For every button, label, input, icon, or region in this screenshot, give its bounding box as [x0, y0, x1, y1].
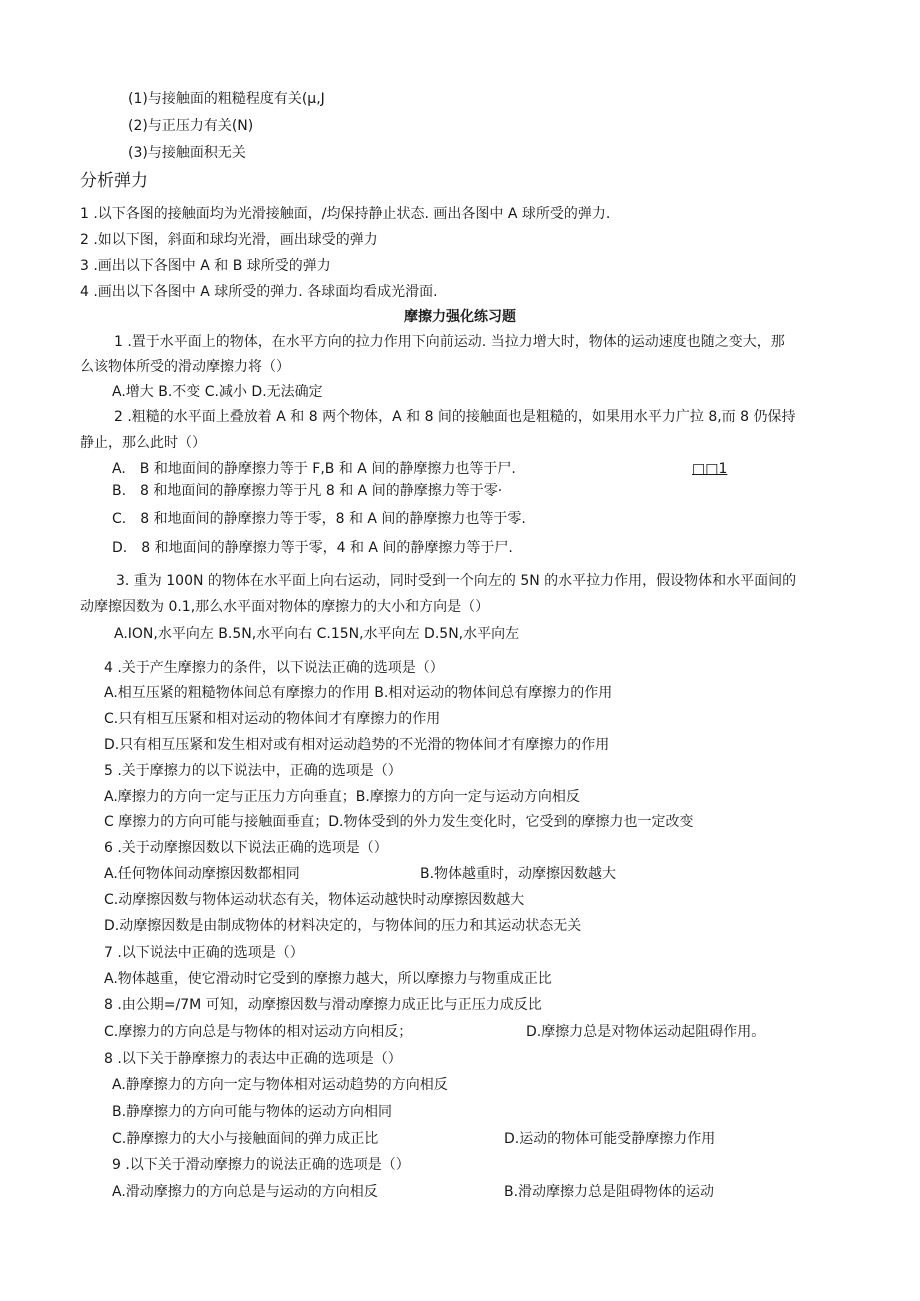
q9-stem: 9 .以下关于滑动摩擦力的说法正确的选项是（） — [112, 1157, 410, 1173]
intro-item-3: (3)与接触面积无关 — [128, 145, 246, 161]
q1-line-1: 1 .置于水平面上的物体，在水平方向的拉力作用下向前运动. 当拉力增大时，物体的运动速度也随之变大，那 — [114, 334, 785, 350]
q2-option-c: C. 8 和地面间的静摩擦力等于零，8 和 A 间的静摩擦力也等于零. — [112, 511, 526, 527]
q3-line-1: 3. 重为 100N 的物体在水平面上向右运动，同时受到一个向左的 5N 的水平拉力作用，假设物体和水平面间的 — [116, 573, 797, 589]
intro-item-2: (2)与正压力有关(N) — [128, 118, 254, 134]
q3-options: A.ION,水平向左 B.5N,水平向右 C.15N,水平向左 D.5N,水平向左 — [114, 626, 520, 642]
q4-option-c: C.只有相互压紧和相对运动的物体间才有摩擦力的作用 — [104, 711, 441, 727]
friction-title: 摩擦力强化练习题 — [404, 309, 516, 325]
q3-line-2: 动摩擦因数为 0.1,那么水平面对物体的摩擦力的大小和方向是（） — [80, 599, 490, 615]
q2-figure-mark: □□1 — [692, 461, 728, 477]
elastic-item-4: 4 .画出以下各图中 A 球所受的弹力. 各球面均看成光滑面. — [80, 284, 438, 300]
q9-option-b: B.滑动摩擦力总是阻碍物体的运动 — [504, 1184, 715, 1200]
q5-option-cd: C 摩擦力的方向可能与接触面垂直；D.物体受到的外力发生变化时，它受到的摩擦力也一定改变 — [104, 814, 694, 830]
q6-option-b: B.物体越重时，动摩擦因数越大 — [420, 866, 617, 882]
q7-option-c: C.摩擦力的方向总是与物体的相对运动方向相反； — [104, 1024, 413, 1040]
q9-option-a: A.滑动摩擦力的方向总是与运动的方向相反 — [112, 1184, 378, 1200]
q4-option-ab: A.相互压紧的粗糙物体间总有摩擦力的作用 B.相对运动的物体间总有摩擦力的作用 — [104, 685, 613, 701]
q8-option-d: D.运动的物体可能受静摩擦力作用 — [504, 1131, 716, 1147]
q6-stem: 6 .关于动摩擦因数以下说法正确的选项是（） — [104, 840, 388, 856]
q7-option-a: A.物体越重，使它滑动时它受到的摩擦力越大，所以摩擦力与物重成正比 — [104, 971, 552, 987]
q2-option-d: D. 8 和地面间的静摩擦力等于零，4 和 A 间的静摩擦力等于尸. — [112, 540, 513, 556]
q6-option-c: C.动摩擦因数与物体运动状态有关，物体运动越快时动摩擦因数越大 — [104, 892, 525, 908]
q7-stem: 7 .以下说法中正确的选项是（） — [104, 945, 304, 961]
q2-line-1: 2 .粗糙的水平面上叠放着 A 和 8 两个物体，A 和 8 间的接触面也是粗糙的，如果用水平力广拉 8,而 8 仍保持 — [114, 409, 796, 425]
q8-option-a: A.静摩擦力的方向一定与物体相对运动趋势的方向相反 — [112, 1077, 448, 1093]
q2-option-a: A. B 和地面间的静摩擦力等于 F,B 和 A 间的静摩擦力也等于尸. — [112, 461, 516, 477]
elastic-item-3: 3 .画出以下各图中 A 和 B 球所受的弹力 — [80, 258, 331, 274]
elastic-item-2: 2 .如以下图，斜面和球均光滑，画出球受的弹力 — [80, 232, 378, 248]
section-heading-elastic: 分析弹力 — [80, 171, 148, 191]
q8-option-c: C.静摩擦力的大小与接触面间的弹力成正比 — [112, 1131, 379, 1147]
q6-option-a: A.任何物体间动摩擦因数都相同 — [104, 866, 300, 882]
q4-option-d: D.只有相互压紧和发生相对或有相对运动趋势的不光滑的物体间才有摩擦力的作用 — [104, 737, 610, 753]
q2-option-b: B. 8 和地面间的静摩擦力等于凡 8 和 A 间的静摩擦力等于零· — [112, 483, 503, 499]
q5-stem: 5 .关于摩擦力的以下说法中，正确的选项是（） — [104, 763, 402, 779]
q4-stem: 4 .关于产生摩擦力的条件，以下说法正确的选项是（） — [104, 660, 444, 676]
q6-option-d: D.动摩擦因数是由制成物体的材料决定的，与物体间的压力和其运动状态无关 — [104, 918, 582, 934]
q8-stem: 8 .以下关于静摩擦力的表达中正确的选项是（） — [104, 1051, 402, 1067]
q7-option-d: D.摩擦力总是对物体运动起阻碍作用。 — [526, 1024, 766, 1040]
q8-option-b: B.静摩擦力的方向可能与物体的运动方向相同 — [112, 1104, 393, 1120]
elastic-item-1: 1 .以下各图的接触面均为光滑接触面，/均保持静止状态. 画出各图中 A 球所受的弹力. — [80, 206, 611, 222]
q5-option-ab: A.摩擦力的方向一定与正压力方向垂直；B.摩擦力的方向一定与运动方向相反 — [104, 789, 580, 805]
intro-item-1: (1)与接触面的粗糙程度有关(μ,J — [128, 91, 325, 107]
q1-line-2: 么该物体所受的滑动摩擦力将（） — [80, 359, 290, 375]
q2-line-2: 静止，那么此时（） — [80, 435, 206, 451]
q7-option-b: 8 .由公期=/7M 可知，动摩擦因数与滑动摩擦力成正比与正压力成反比 — [104, 997, 542, 1013]
q1-options: A.增大 B.不变 C.减小 D.无法确定 — [112, 384, 323, 400]
